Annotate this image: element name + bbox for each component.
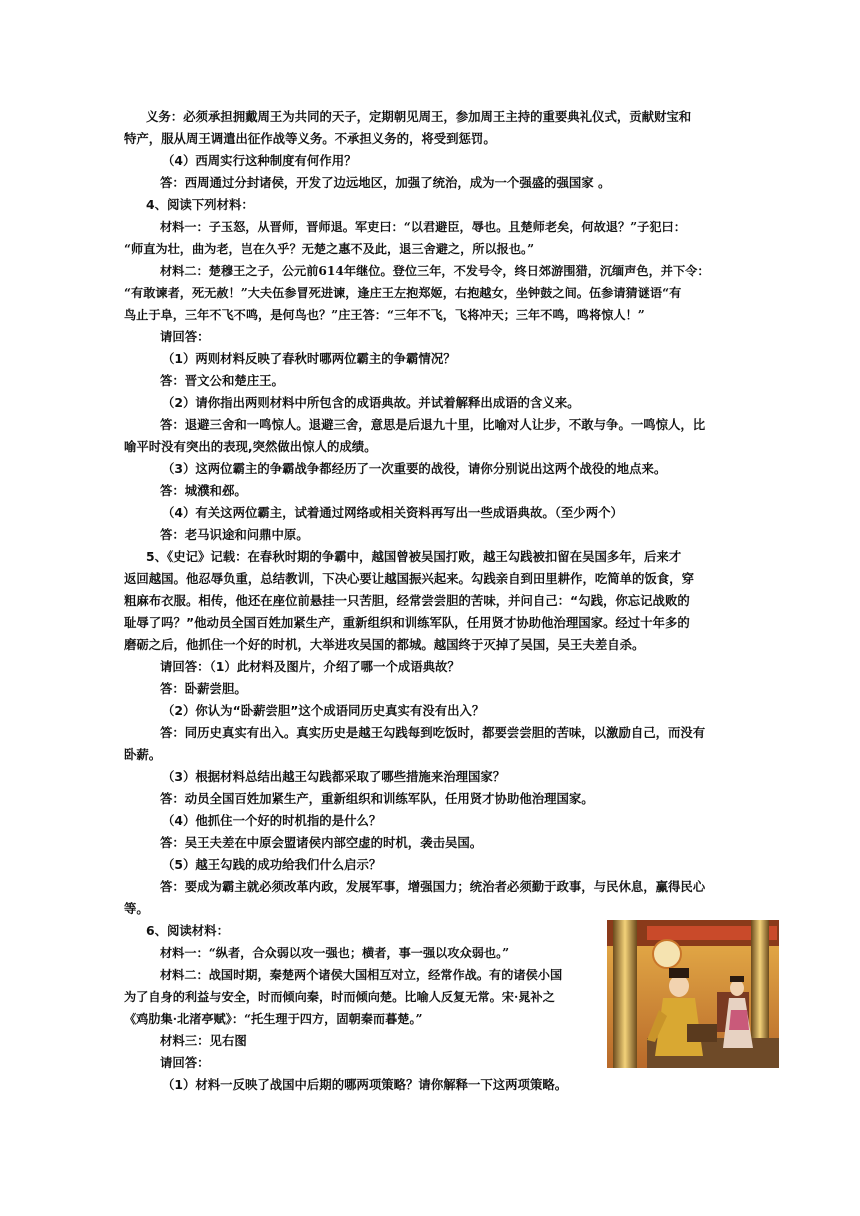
answer-line: 答：老马识途和问鼎中原。 [160,527,309,542]
material-line: 为了自身的利益与安全，时而倾向秦，时而倾向楚。比喻人反复无常。宋·晁补之 [124,990,555,1004]
question-line: （1）材料一反映了战国中后期的哪两项策略？请你解释一下这两项策略。 [162,1077,568,1092]
question-line: （3）这两位霸主的争霸战争都经历了一次重要的战役，请你分别说出这两个战役的地点来。 [162,461,667,476]
text-line: 磨砺之后，他抓住一个好的时机，大举进攻吴国的都城。越国终于灭掉了吴国，吴王夫差自杀。 [124,637,645,652]
answer-line: 答：卧薪尝胆。 [160,681,247,696]
question-line: （4）他抓住一个好的时机指的是什么？ [162,813,382,828]
text-line: 义务：必须承担拥戴周王为共同的天子，定期朝见周王，参加周王主持的重要典礼仪式，贡献财宝和 [146,109,692,124]
answer-line: 等。 [124,901,149,916]
question-line: （2）你认为“卧薪尝胆”这个成语同历史真实有没有出入？ [162,703,485,718]
answer-line: 答：吴王夫差在中原会盟诸侯内部空虚的时机，袭击吴国。 [160,835,483,850]
material-line: 《鸡肋集·北渚亭赋》：“托生理于四方，固朝秦而暮楚。” [124,1012,423,1026]
text-line: 特产，服从周王调遣出征作战等义务。不承担义务的，将受到惩罚。 [124,131,496,146]
question-line: （4）有关这两位霸主，试着通过网络或相关资料再写出一些成语典故。（至少两个） [162,505,623,520]
answer-line: 答：要成为霸主就必须改革内政，发展军事，增强国力；统治者必须勤于政事，与民休息，赢得民心 [160,879,706,894]
question-line: （1）两则材料反映了春秋时哪两位霸主的争霸情况？ [162,351,456,366]
material-line: 材料一：“纵者，合众弱以攻一强也；横者，事一强以攻众弱也。” [160,946,510,960]
answer-line: 喻平时没有突出的表现,突然做出惊人的成绩。 [124,439,377,454]
answer-line: 卧薪。 [124,747,162,762]
palace-scene-illustration [607,920,779,1068]
prompt-line: 请回答： [160,1055,210,1070]
material-line: 材料二：战国时期，秦楚两个诸侯大国相互对立，经常作战。有的诸侯小国 [160,968,563,982]
text-line: 返回越国。他忍辱负重，总结教训，下决心要让越国振兴起来。勾践亲自到田里耕作，吃简单的饭食，穿 [124,571,694,586]
text-line: 耻辱了吗？”他动员全国百姓加紧生产，重新组织和训练军队，任用贤才协助他治理国家。经过十年多的 [124,615,690,630]
answer-line: 答：动员全国百姓加紧生产，重新组织和训练军队，任用贤才协助他治理国家。 [160,791,594,806]
answer-line: 答：西周通过分封诸侯，开发了边远地区，加强了统治，成为一个强盛的强国家 。 [160,175,611,190]
section-heading: 5、《史记》记载：在春秋时期的争霸中，越国曾被吴国打败，越王勾践被扣留在吴国多年，后来才 [146,549,682,564]
material-line: 材料一：子玉怒，从晋师，晋师退。军吏曰：“以君避臣，辱也。且楚师老矣，何故退？”子犯曰： [160,220,686,234]
section-heading: 4、阅读下列材料： [146,197,254,212]
answer-line: 答：城濮和邲。 [160,483,247,498]
question-line: 请回答：（1）此材料及图片，介绍了哪一个成语典故？ [160,659,460,674]
material-line: “有敢谏者，死无赦！”大夫伍参冒死进谏，逢庄王左抱郑姬，右抱越女，坐钟鼓之间。伍参请猜谜语“有 [124,286,682,300]
answer-line: 答：晋文公和楚庄王。 [160,373,284,388]
answer-line: 答：同历史真实有出入。真实历史是越王勾践每到吃饭时，都要尝尝胆的苦味，以激励自己，而没有 [160,725,706,740]
question-line: （5）越王勾践的成功给我们什么启示？ [162,857,382,872]
question-line: （3）根据材料总结出越王勾践都采取了哪些措施来治理国家？ [162,769,506,784]
question-line: （2）请你指出两则材料中所包含的成语典故。并试着解释出成语的含义来。 [162,395,580,410]
text-line: 粗麻布衣服。相传，他还在座位前悬挂一只苦胆，经常尝尝胆的苦味，并问自己：“勾践，你忘记战败的 [124,593,690,608]
material-line: 材料二：楚穆王之子，公元前614年继位。登位三年，不发号令，终日郊游围猎，沉缅声色，并下令： [160,264,710,278]
question-line: （4）西周实行这种制度有何作用？ [162,153,357,168]
section-heading: 6、阅读材料： [146,923,229,938]
material-line: “师直为壮，曲为老，岂在久乎？无楚之惠不及此，退三舍避之，所以报也。” [124,242,535,256]
answer-line: 答：退避三舍和一鸣惊人。退避三舍，意思是后退九十里，比喻对人让步，不敢与争。一鸣惊人，比 [160,417,706,432]
prompt-line: 请回答： [160,329,210,344]
material-line: 鸟止于阜，三年不飞不鸣，是何鸟也？”庄王答：“三年不飞，飞将冲天；三年不鸣，鸣将惊人！” [124,308,645,322]
material-line: 材料三：见右图 [160,1033,247,1048]
